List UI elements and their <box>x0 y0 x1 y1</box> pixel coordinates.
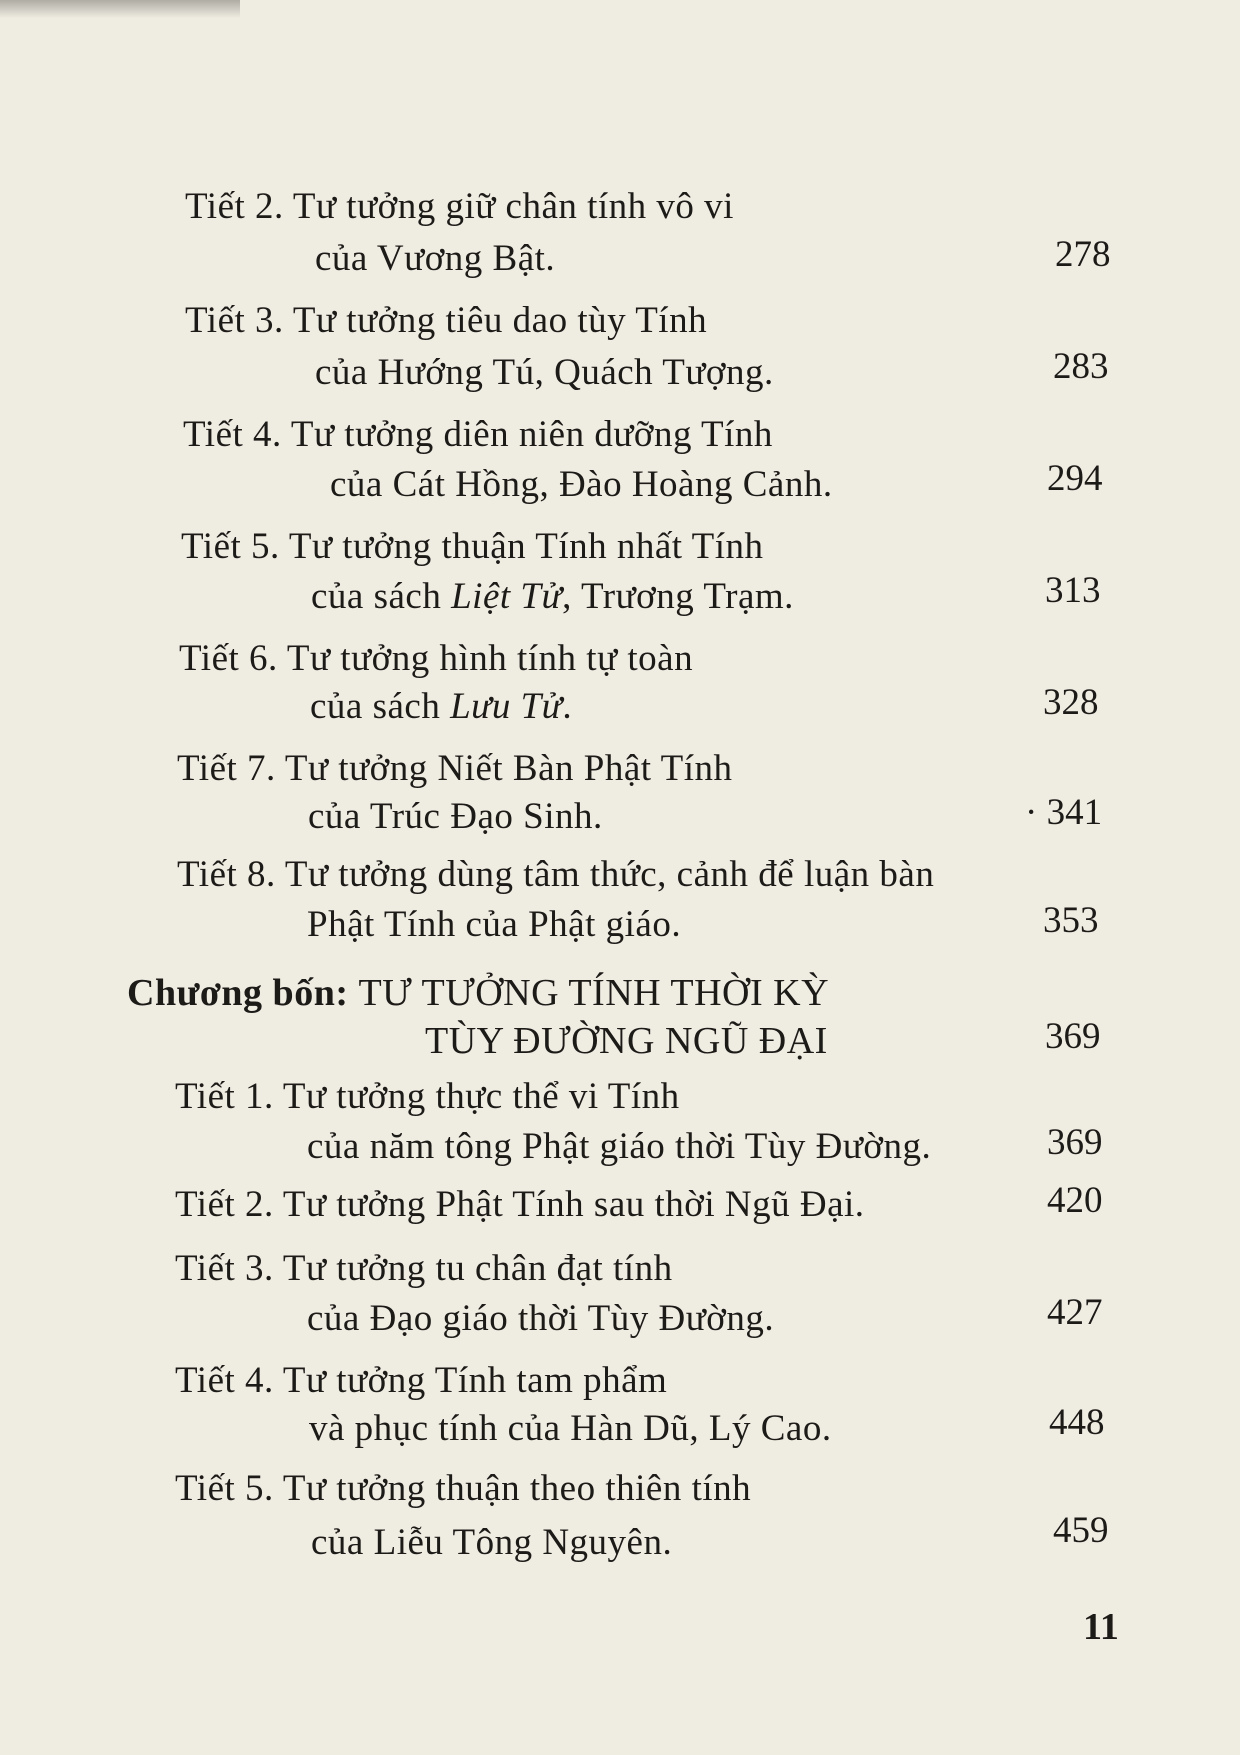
chapter-heading: Chương bốn: TƯ TƯỞNG TÍNH THỜI KỲ <box>127 972 830 1014</box>
entry-subtitle: và phục tính của Hàn Dũ, Lý Cao. <box>309 1408 832 1449</box>
entry-page: 328 <box>1043 682 1099 723</box>
entry-page: 427 <box>1047 1292 1103 1333</box>
entry-title: Tiết 5. Tư tưởng thuận theo thiên tính <box>175 1468 752 1509</box>
entry-subtitle: Phật Tính của Phật giáo. <box>307 904 682 945</box>
entry-page: 420 <box>1047 1180 1103 1221</box>
page-number: 11 <box>1083 1606 1119 1648</box>
entry-subtitle: của Cát Hồng, Đào Hoàng Cảnh. <box>330 464 833 505</box>
entry-subtitle: của năm tông Phật giáo thời Tùy Đường. <box>307 1126 932 1167</box>
entry-page: 448 <box>1049 1402 1105 1443</box>
entry-subtitle: của sách Lưu Tử. <box>310 686 573 727</box>
entry-title: Tiết 3. Tư tưởng tu chân đạt tính <box>175 1248 673 1289</box>
entry-page: 353 <box>1043 900 1099 941</box>
entry-subtitle: của Vương Bật. <box>315 238 556 279</box>
entry-title: Tiết 7. Tư tưởng Niết Bàn Phật Tính <box>177 748 733 789</box>
entry-title: Tiết 6. Tư tưởng hình tính tự toàn <box>179 638 694 679</box>
entry-title: Tiết 4. Tư tưởng Tính tam phẩm <box>175 1360 668 1401</box>
chapter-heading-line2: TÙY ĐƯỜNG NGŨ ĐẠI <box>425 1020 828 1062</box>
entry-subtitle: của Hướng Tú, Quách Tượng. <box>315 352 774 393</box>
entry-subtitle: của Trúc Đạo Sinh. <box>308 796 603 837</box>
entry-page: 294 <box>1047 458 1103 499</box>
entry-page: 278 <box>1055 234 1111 275</box>
entry-title: Tiết 3. Tư tưởng tiêu dao tùy Tính <box>185 300 708 341</box>
entry-page: · 341 <box>1025 792 1103 833</box>
entry-subtitle: của Liễu Tông Nguyên. <box>311 1522 673 1563</box>
entry-title: Tiết 4. Tư tưởng diên niên dưỡng Tính <box>183 414 773 455</box>
entry-title: Tiết 8. Tư tưởng dùng tâm thức, cảnh để luận bàn <box>177 854 935 895</box>
entry-page: 313 <box>1045 570 1101 611</box>
entry-title: Tiết 2. Tư tưởng Phật Tính sau thời Ngũ Đại. <box>175 1184 865 1225</box>
entry-subtitle: của sách Liệt Tử, Trương Trạm. <box>311 576 794 617</box>
chapter-page: 369 <box>1045 1016 1101 1057</box>
entry-title: Tiết 1. Tư tưởng thực thể vi Tính <box>175 1076 680 1117</box>
entry-page: 459 <box>1053 1510 1109 1551</box>
entry-page: 369 <box>1047 1122 1103 1163</box>
entry-subtitle: của Đạo giáo thời Tùy Đường. <box>307 1298 775 1339</box>
entry-title: Tiết 5. Tư tưởng thuận Tính nhất Tính <box>181 526 764 567</box>
scan-edge <box>0 0 240 18</box>
entry-title: Tiết 2. Tư tưởng giữ chân tính vô vi <box>185 186 734 227</box>
entry-page: 283 <box>1053 346 1109 387</box>
